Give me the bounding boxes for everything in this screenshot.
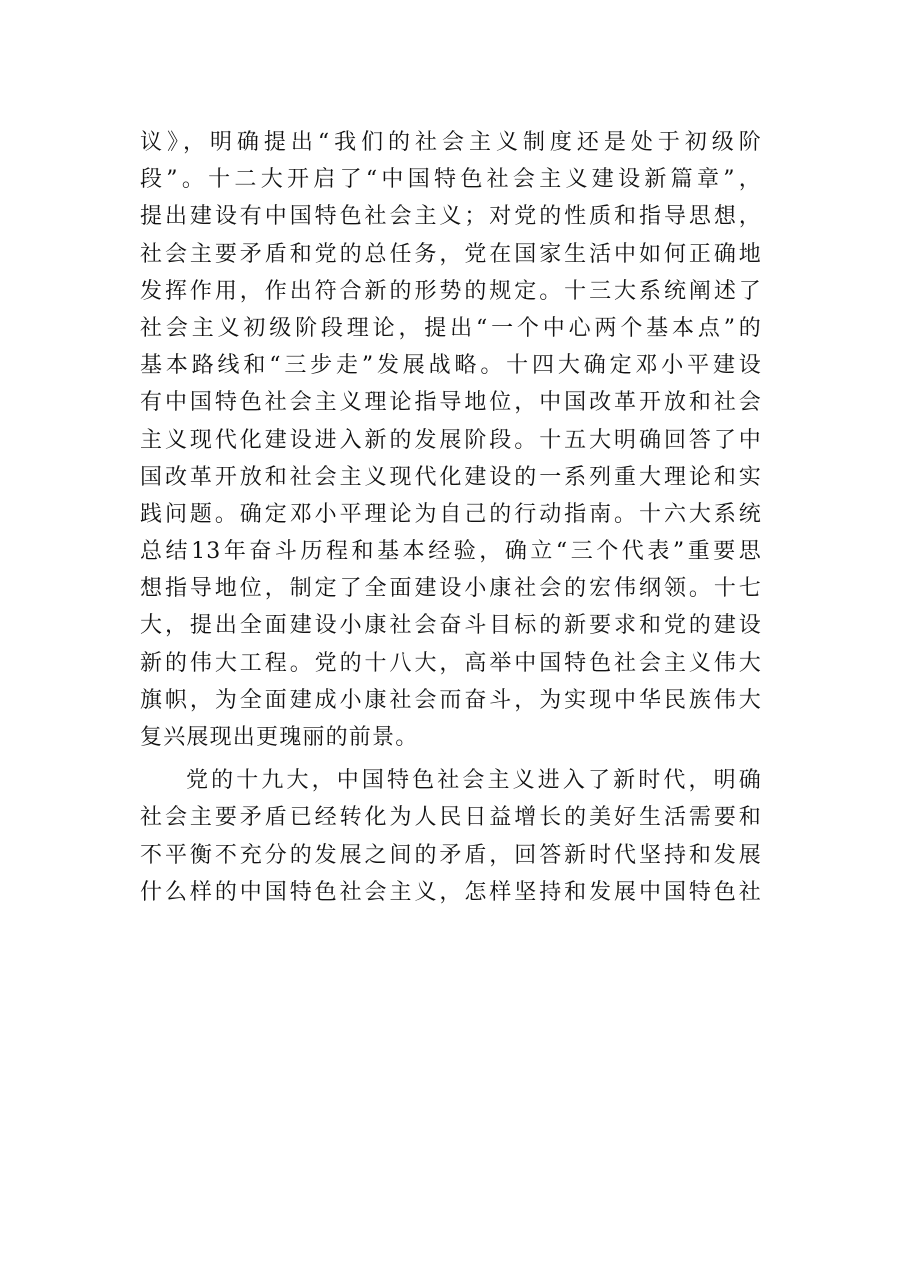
paragraph-new-era	[140, 762, 762, 911]
text-line: 发挥作用，作出符合新的形势的规定。十三大系统阐述了	[140, 278, 762, 304]
text-line: 社会主要矛盾已经转化为人民日益增长的美好生活需要和	[140, 805, 762, 831]
text-line: 提出建设有中国特色社会主义；对党的性质和指导思想，	[140, 204, 762, 230]
text-line: 想指导地位，制定了全面建设小康社会的宏伟纲领。十七	[140, 576, 762, 602]
text-line: 社会主义初级阶段理论，提出“一个中心两个基本点”的	[140, 315, 762, 341]
text-line: 有中国特色社会主义理论指导地位，中国改革开放和社会	[140, 390, 762, 416]
text-line: 不平衡不充分的发展之间的矛盾，回答新时代坚持和发展	[140, 842, 762, 868]
text-line: 复兴展现出更瑰丽的前景。	[140, 725, 419, 750]
text-line: 党的十九大，中国特色社会主义进入了新时代，明确	[186, 768, 762, 794]
text-line: 新的伟大工程。党的十八大，高举中国特色社会主义伟大	[140, 650, 762, 676]
text-line: 主义现代化建设进入新的发展阶段。十五大明确回答了中	[140, 427, 762, 453]
text-line: 社会主要矛盾和党的总任务，党在国家生活中如何正确地	[140, 241, 762, 267]
text-line: 议》，明确提出“我们的社会主义制度还是处于初级阶	[140, 130, 762, 155]
paragraph-history	[140, 124, 762, 756]
text-line: 国改革开放和社会主义现代化建设的一系列重大理论和实	[140, 464, 762, 490]
text-line: 段”。十二大开启了“中国特色社会主义建设新篇章”，	[140, 167, 762, 193]
text-line: 什么样的中国特色社会主义，怎样坚持和发展中国特色社	[140, 879, 762, 905]
body-text	[140, 124, 762, 911]
text-line: 践问题。确定邓小平理论为自己的行动指南。十六大系统	[140, 501, 762, 527]
text-line: 大，提出全面建设小康社会奋斗目标的新要求和党的建设	[140, 613, 762, 639]
text-line: 总结13年奋斗历程和基本经验，确立“三个代表”重要思	[140, 539, 762, 565]
text-line: 旗帜，为全面建成小康社会而奋斗，为实现中华民族伟大	[140, 687, 762, 713]
text-line: 基本路线和“三步走”发展战略。十四大确定邓小平建设	[140, 353, 762, 379]
